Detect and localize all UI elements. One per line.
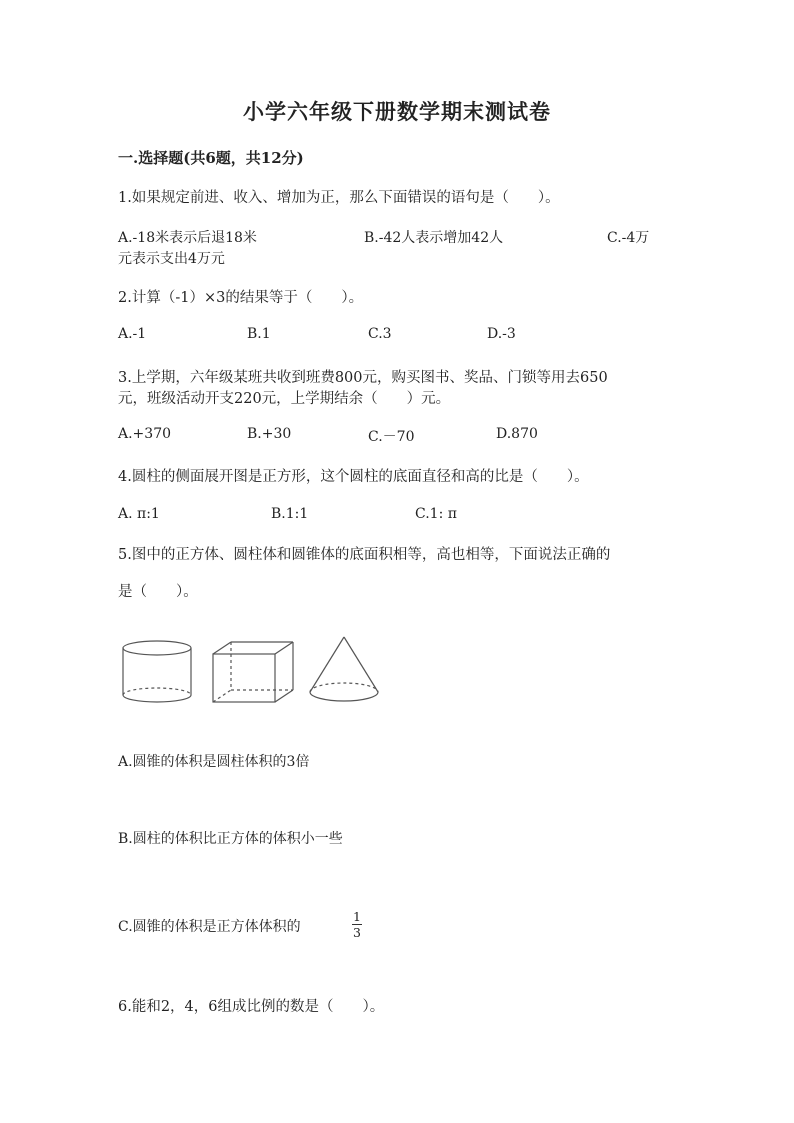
question-2-option-c: C.3	[368, 326, 392, 342]
question-5-stem-line2: 是（ ）。	[118, 584, 198, 600]
question-1-option-c: C.-4万	[607, 230, 650, 246]
question-4-option-a: A. π:1	[118, 506, 160, 522]
question-1-option-c-continued: 元表示支出4万元	[118, 251, 225, 267]
shapes-figure	[115, 634, 395, 714]
question-2-option-b: B.1	[247, 326, 271, 342]
question-3-option-c: C.－70	[368, 429, 415, 445]
cone-shape	[310, 637, 378, 701]
question-4-option-b: B.1:1	[271, 506, 309, 522]
question-1-option-a: A.-18米表示后退18米	[118, 230, 257, 246]
question-5-option-a: A.圆锥的体积是圆柱体积的3倍	[118, 754, 310, 770]
question-4-option-c: C.1: π	[415, 506, 457, 522]
question-3-stem-line1: 3.上学期，六年级某班共收到班费800元，购买图书、奖品、门锁等用去650	[118, 370, 608, 386]
question-3-option-a: A.+370	[118, 426, 172, 442]
question-4-stem: 4.圆柱的侧面展开图是正方形，这个圆柱的底面直径和高的比是（ ）。	[118, 469, 589, 485]
cube-shape	[213, 642, 293, 702]
question-5-option-c: C.圆锥的体积是正方体体积的	[118, 919, 301, 935]
question-2-option-d: D.-3	[487, 326, 516, 342]
question-2-stem: 2.计算（-1）×3的结果等于（ ）。	[118, 290, 364, 306]
question-3-stem-line2: 元，班级活动开支220元，上学期结余（ ）元。	[118, 391, 451, 407]
question-5-stem-line1: 5.图中的正方体、圆柱体和圆锥体的底面积相等，高也相等，下面说法正确的	[118, 547, 611, 563]
question-1-option-b: B.-42人表示增加42人	[364, 230, 504, 246]
page-title: 小学六年级下册数学期末测试卷	[243, 99, 551, 124]
question-1-stem: 1.如果规定前进、收入、增加为正，那么下面错误的语句是（ ）。	[118, 190, 560, 206]
question-3-option-d: D.870	[496, 426, 538, 442]
section-heading: 一.选择题(共6题，共12分)	[118, 149, 304, 167]
question-2-option-a: A.-1	[118, 326, 147, 342]
fraction-numerator: 1	[353, 909, 361, 924]
question-6-stem: 6.能和2，4，6组成比例的数是（ ）。	[118, 999, 385, 1015]
cylinder-shape	[123, 641, 191, 702]
question-3-option-b: B.+30	[247, 426, 292, 442]
fraction-denominator: 3	[353, 925, 361, 940]
fraction-one-third	[352, 910, 362, 939]
question-5-option-b: B.圆柱的体积比正方体的体积小一些	[118, 831, 343, 847]
